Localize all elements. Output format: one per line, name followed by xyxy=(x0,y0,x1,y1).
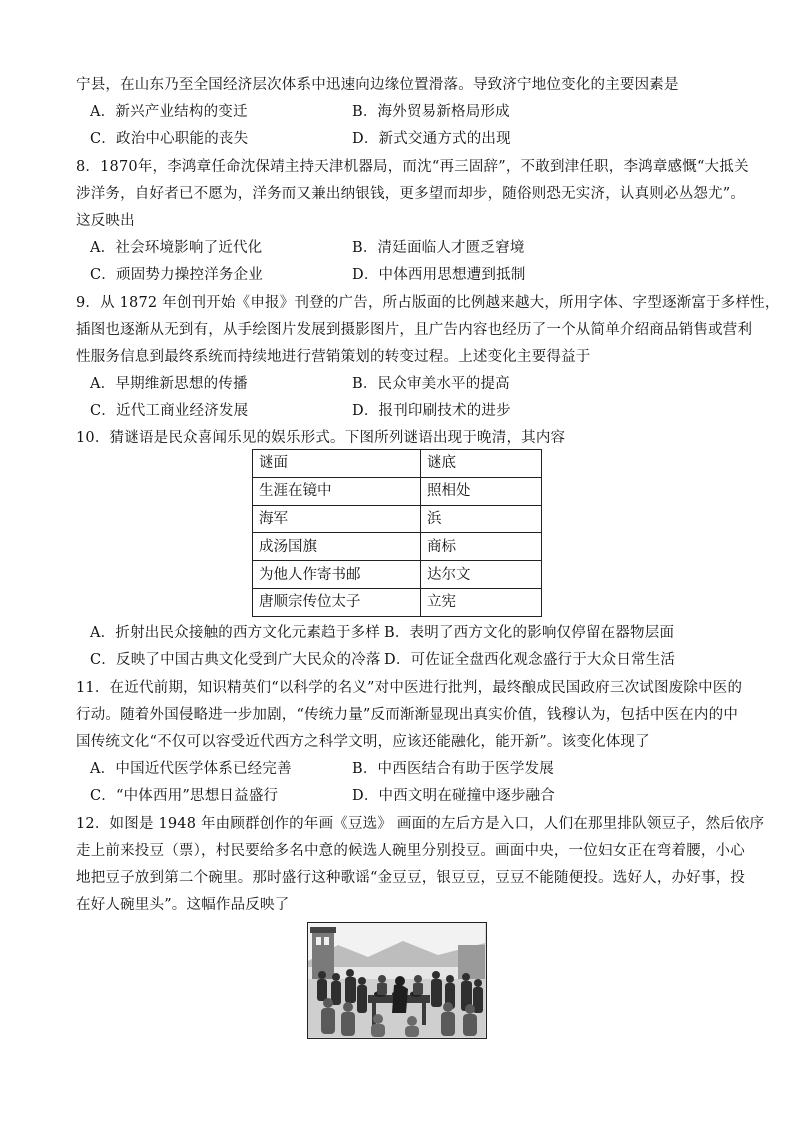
q11-option-b: B．中西医结合有助于医学发展 xyxy=(352,761,554,777)
q10-option-d: D．可佐证全盘西化观念盛行于大众日常生活 xyxy=(384,652,676,668)
table-cell: 浜 xyxy=(421,505,542,533)
q11-stem-line1: 11．在近代前期，知识精英们“以科学的名义”对中医进行批判，最终酿成民国政府三次试图废除中医的 xyxy=(76,680,743,696)
q12-stem-line2: 走上前来投豆（票），村民要给多名中意的候选人碗里分别投豆。画面中央，一位妇女正在弯着腰，小心 xyxy=(76,843,745,859)
table-cell: 商标 xyxy=(421,533,542,561)
q8-option-c: C．顽固势力操控洋务企业 xyxy=(90,267,263,283)
table-cell: 为他人作寄书邮 xyxy=(253,561,421,589)
q11-stem-line2: 行动。随着外国侵略进一步加剧，“传统力量”反而渐渐显现出真实价值，钱穆认为，包括中医在内的中 xyxy=(76,707,739,723)
q8-stem-line1: 8．1870年，李鸿章任命沈保靖主持天津机器局，而沈“再三固辞”，不敢到津任职，李鸿章感慨“大抵关 xyxy=(76,159,749,175)
q8-option-d: D．中体西用思想遭到抵制 xyxy=(352,267,526,283)
q8-option-a: A．社会环境影响了近代化 xyxy=(90,240,263,256)
q10-option-a: A．折射出民众接触的西方文化元素趋于多样 xyxy=(90,625,380,641)
q12-stem-line4: 在好人碗里头”。这幅作品反映了 xyxy=(76,897,290,913)
q9-stem-line1: 9．从 1872 年创刊开始《申报》刊登的广告，所占版面的比例越来越大，所用字体、字型逐渐富于多样性， xyxy=(76,295,780,311)
q9-stem-line3: 性服务信息到最终系统而持续地进行营销策划的转变过程。上述变化主要得益于 xyxy=(76,349,591,365)
q7-option-d: D．新式交通方式的出现 xyxy=(352,131,511,147)
table-header-cell: 谜面 xyxy=(253,450,421,478)
q7-option-a: A．新兴产业结构的变迁 xyxy=(90,104,248,120)
q8-stem-line3: 这反映出 xyxy=(76,213,135,229)
q12-stem-line3: 地把豆子放到第二个碗里。那时盛行这种歌谣“金豆豆，银豆豆，豆豆不能随便投。选好人，办好事，投 xyxy=(76,870,746,886)
table-row xyxy=(253,505,542,533)
q9-option-b: B．民众审美水平的提高 xyxy=(352,376,510,392)
q10-option-c: C．反映了中国古典文化受到广大民众的冷落 xyxy=(90,652,381,668)
table-cell: 成汤国旗 xyxy=(253,533,421,561)
table-cell: 海军 xyxy=(253,505,421,533)
table-cell: 立宪 xyxy=(421,588,542,616)
q11-option-a: A．中国近代医学体系已经完善 xyxy=(90,761,292,777)
q9-option-d: D．报刊印刷技术的进步 xyxy=(352,403,511,419)
q7-option-b: B．海外贸易新格局形成 xyxy=(352,104,510,120)
table-cell: 唐顺宗传位太子 xyxy=(253,588,421,616)
q12-stem-line1: 12．如图是 1948 年由顾群创作的年画《豆选》 画面的左后方是入口，人们在那里排队领豆子，然后依序 xyxy=(76,816,765,832)
q7-stem-tail: 宁县，在山东乃至全国经济层次体系中迅速向边缘位置滑落。导致济宁地位变化的主要因素是 xyxy=(76,77,679,93)
table-row xyxy=(253,533,542,561)
q8-stem-line2: 涉洋务，自好者已不愿为，洋务而又兼出纳银钱，更多望而却步，随俗则恐无实济，认真则必丛怨尤”。 xyxy=(76,186,746,202)
table-row xyxy=(253,588,542,616)
q9-stem-line2: 插图也逐渐从无到有，从手绘图片发展到摄影图片，且广告内容也经历了一个从简单介绍商品销售或营利 xyxy=(76,322,753,338)
q11-stem-line3: 国传统文化“不仅可以容受近代西方之科学文明，应该还能融化，能开新”。该变化体现了 xyxy=(76,734,650,750)
table-header-row xyxy=(253,450,542,478)
table-row xyxy=(253,477,542,505)
riddle-table xyxy=(252,449,542,617)
table-cell: 照相处 xyxy=(421,477,542,505)
table-cell: 达尔文 xyxy=(421,561,542,589)
q10-stem-line1: 10．猜谜语是民众喜闻乐见的娱乐形式。下图所列谜语出现于晚清，其内容 xyxy=(76,430,566,446)
table-cell: 生涯在镜中 xyxy=(253,477,421,505)
q8-option-b: B．清廷面临人才匮乏窘境 xyxy=(352,240,525,256)
q7-option-c: C．政治中心职能的丧失 xyxy=(90,131,249,147)
table-header-cell: 谜底 xyxy=(421,450,542,478)
q9-option-c: C．近代工商业经济发展 xyxy=(90,403,249,419)
q11-option-c: C．“中体西用”思想日益盛行 xyxy=(90,788,279,804)
q9-option-a: A．早期维新思想的传播 xyxy=(90,376,248,392)
q11-option-d: D．中西文明在碰撞中逐步融合 xyxy=(352,788,555,804)
new-year-painting-image xyxy=(307,922,487,1039)
q10-option-b: B．表明了西方文化的影响仅停留在器物层面 xyxy=(384,625,675,641)
table-row xyxy=(253,561,542,589)
